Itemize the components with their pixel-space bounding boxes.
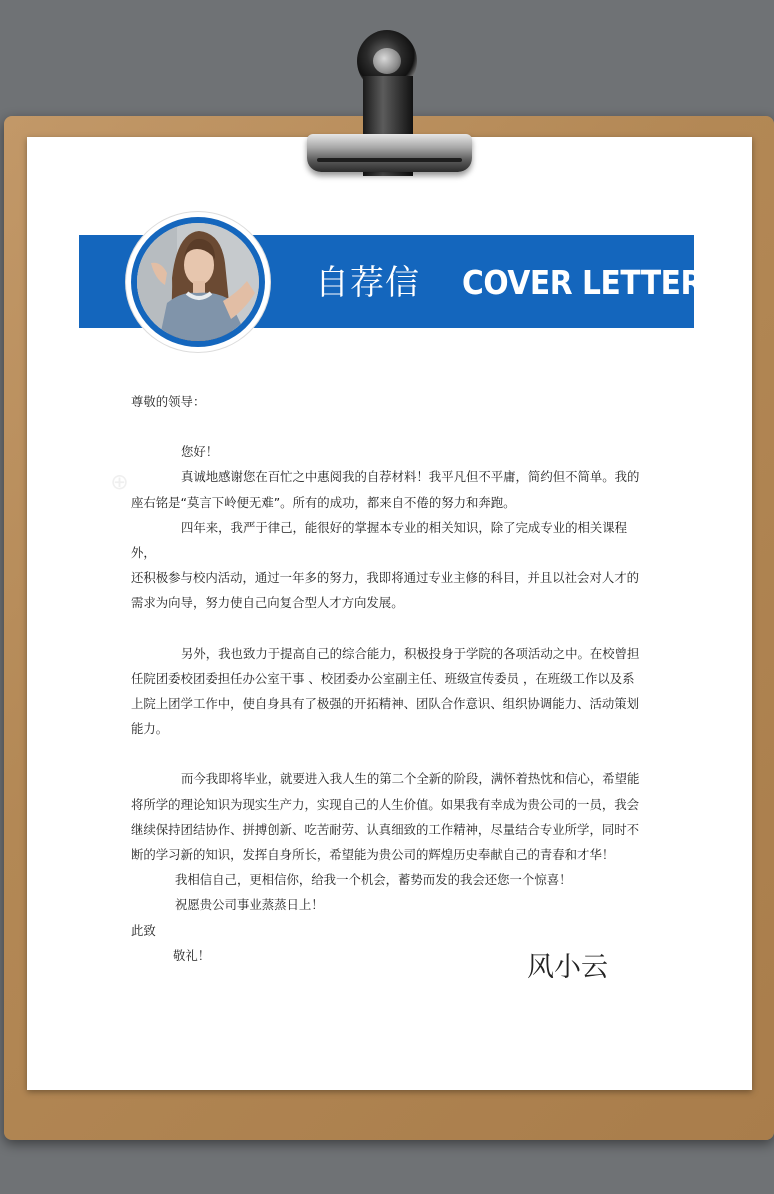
- paragraph-line: 祝愿贵公司事业蒸蒸日上！: [175, 897, 324, 913]
- paragraph-line: 将所学的理论知识为现实生产力，实现自己的人生价值。如果我有幸成为贵公司的一员，我会: [131, 796, 640, 812]
- paragraph-line: 还积极参与校内活动，通过一年多的努力，我即将通过专业主修的科目，并且以社会对人才的: [131, 570, 640, 586]
- title-chinese: 自荐信: [315, 263, 420, 303]
- avatar: [137, 223, 259, 341]
- paragraph-line: 任院团委校团委担任办公室干事 、校团委办公室副主任、班级宣传委员 ，在班级工作以及系: [131, 670, 635, 686]
- paragraph-line: 另外，我也致力于提高自己的综合能力，积极投身于学院的各项活动之中。在校曾担: [181, 645, 640, 661]
- letter-body: [131, 389, 646, 968]
- paragraph-line: 真诚地感谢您在百忙之中惠阅我的自荐材料！我平凡但不平庸，简约但不简单。我的: [181, 469, 640, 485]
- closing-line: 敬礼！: [173, 947, 211, 963]
- paragraph-line: 能力。: [131, 721, 169, 737]
- paragraph-line: 而今我即将毕业，就要进入我人生的第二个全新的阶段，满怀着热忱和信心，希望能: [181, 771, 640, 787]
- salutation: 尊敬的领导：: [131, 394, 206, 409]
- paragraph-line: 座右铭是“莫言下岭便无难”。所有的成功，都来自不倦的努力和奔跑。: [131, 494, 516, 510]
- signature: 风小云: [527, 952, 608, 983]
- closing-line: 此致: [131, 922, 156, 938]
- paragraph-line: 继续保持团结协作、拼搏创新、吃苦耐劳、认真细致的工作精神，尽量结合专业所学，同时不: [131, 821, 640, 837]
- paragraph-line: 需求为向导，努力使自己向复合型人才方向发展。: [131, 595, 404, 611]
- paragraph-line: 断的学习新的知识，发挥自身所长，希望能为贵公司的辉煌历史奉献自己的青春和才华！: [131, 847, 615, 863]
- paragraph-line: 四年来，我严于律己，能很好的掌握本专业的相关知识，除了完成专业的相关课程外，: [131, 519, 628, 561]
- portrait-photo-icon: [137, 223, 259, 341]
- binder-clip-icon: [295, 26, 480, 176]
- paragraph-line: 我相信自己，更相信你，给我一个机会，蓄势而发的我会还您一个惊喜！: [175, 872, 572, 888]
- greeting: 您好！: [181, 444, 219, 460]
- title-english: COVER LETTER: [462, 263, 703, 302]
- paragraph-line: 上院上团学工作中，使自身具有了极强的开拓精神、团队合作意识、组织协调能力、活动策划: [131, 696, 640, 712]
